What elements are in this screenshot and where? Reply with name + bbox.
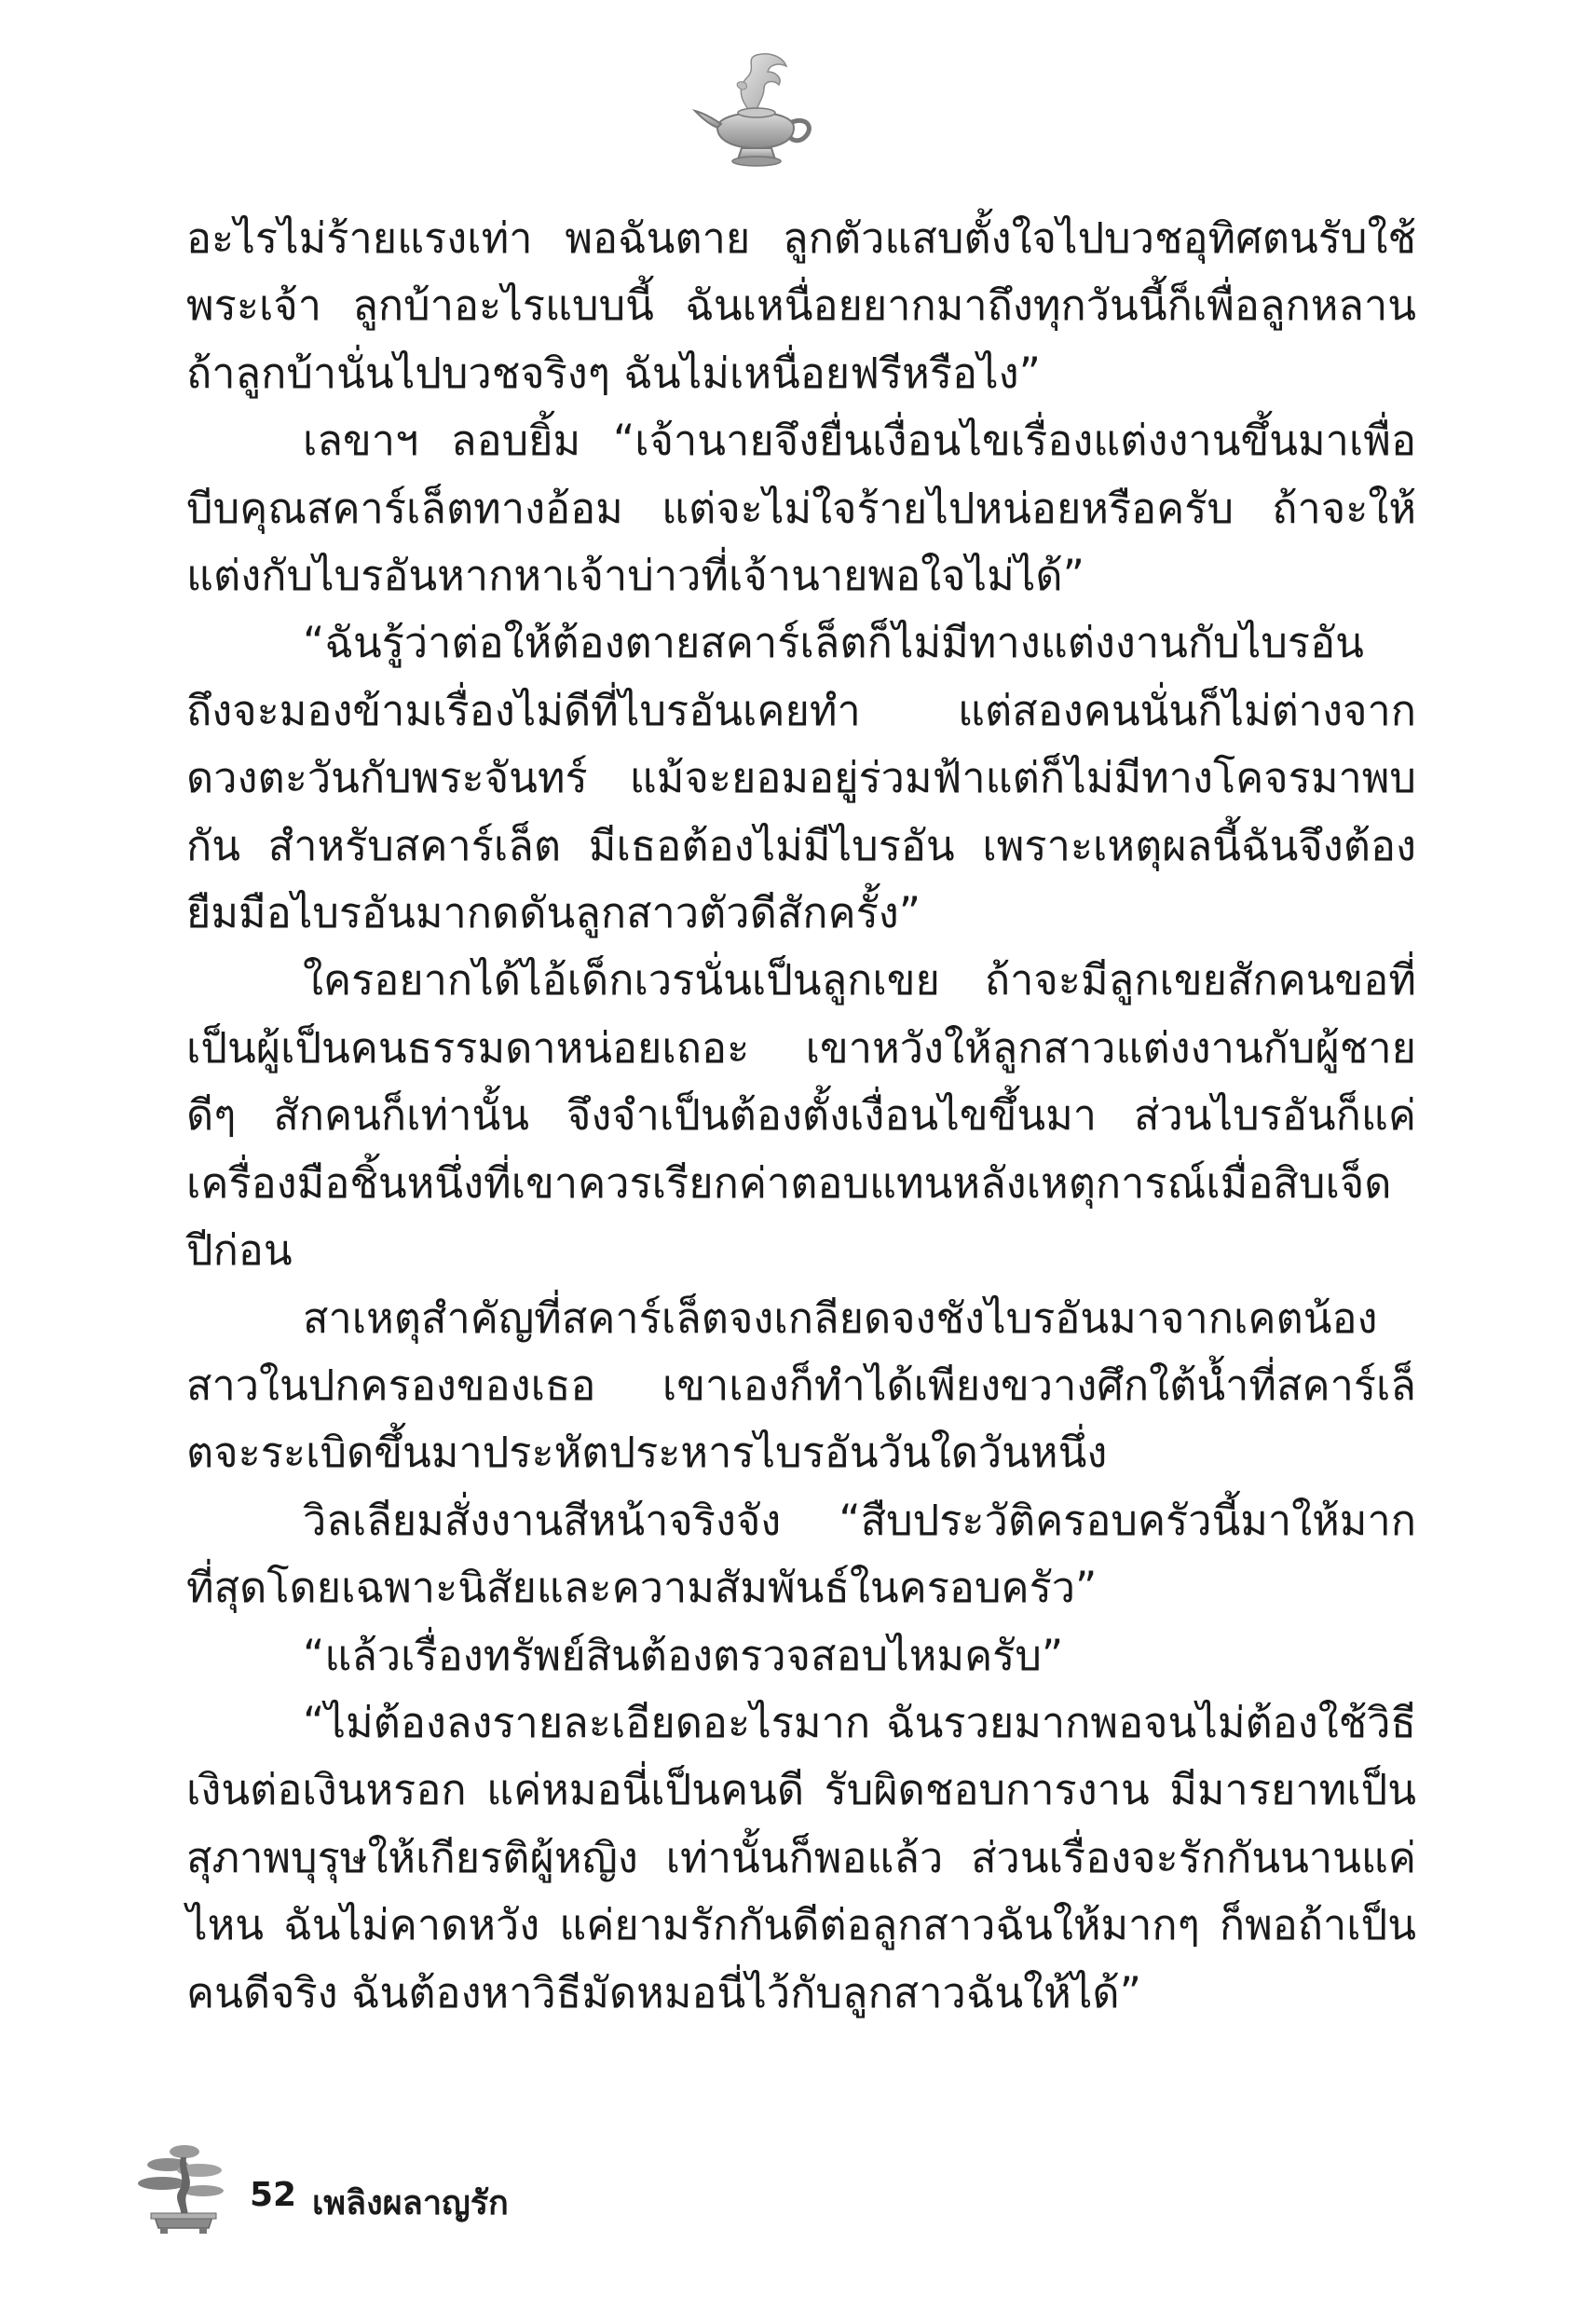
book-title: เพลิงผลาญรัก [312,2184,509,2222]
paragraph: “แล้วเรื่องทรัพย์สินต้องตรวจสอบไหมครับ” [303,1630,1064,1680]
paragraph: “ฉันรู้ว่าต่อให้ต้องตายสคาร์เล็ตก็ไม่มีทางแต่งงานกับไบรอัน ถึงจะมองข้ามเรื่องไม่ดีที่ไบรอันเคยทำ แต่สองคนนั่นก็ไม่ต่างจากดวงตะวันกับพระจันทร์ แม้จะยอมอยู่ร่วมฟ้าแต่ก็ไม่มีทางโคจรมาพบกัน สำหรับสคาร์เล็ต มีเธอต้องไม่มีไบรอัน เพราะเหตุผลนี้ฉันจึงต้องยืมมือไบรอันมากดดันลูกสาวตัวดีสักครั้ง” [186,618,1416,938]
body-text [186,205,1416,2027]
paragraph: สาเหตุสำคัญที่สคาร์เล็ตจงเกลียดจงชังไบรอันมาจากเคตน้องสาวในปกครองของเธอ เขาเองก็ทำได้เพียงขวางศึกใต้น้ำที่สคาร์เล็ตจะระเบิดขึ้นมาประหัตประหารไบรอันวันใดวันหนึ่ง [186,1292,1416,1478]
bonsai-tree-icon [130,2139,233,2241]
paragraph: เลขาฯ ลอบยิ้ม “เจ้านายจึงยื่นเงื่อนไขเรื่องแต่งงานขึ้นมาเพื่อบีบคุณสคาร์เล็ตทางอ้อม แต่จะไม่ใจร้ายไปหน่อยหรือครับ ถ้าจะให้แต่งกับไบรอันหากหาเจ้าบ่าวที่เจ้านายพอใจไม่ได้” [186,416,1416,601]
paragraph: “ไม่ต้องลงรายละเอียดอะไรมาก ฉันรวยมากพอจนไม่ต้องใช้วิธีเงินต่อเงินหรอก แค่หมอนี่เป็นคนดี รับผิดชอบการงาน มีมารยาทเป็นสุภาพบุรุษให้เกียรติผู้หญิง เท่านั้นก็พอแล้ว ส่วนเรื่องจะรักกันนานแค่ไหน ฉันไม่คาดหวัง แค่ยามรักกันดีต่อลูกสาวฉันให้มากๆ ก็พอถ้าเป็นคนดีจริง ฉันต้องหาวิธีมัดหมอนี่ไว้กับลูกสาวฉันให้ได้” [186,1697,1416,2017]
paragraph: วิลเลียมสั่งงานสีหน้าจริงจัง “สืบประวัติครอบครัวนี้มาให้มากที่สุดโดยเฉพาะนิสัยและความสัมพันธ์ในครอบครัว” [186,1495,1416,1613]
page-footer [130,2139,783,2241]
page-number: 52 [250,2176,297,2214]
paragraph: ใครอยากได้ไอ้เด็กเวรนั่นเป็นลูกเขย ถ้าจะมีลูกเขยสักคนขอที่เป็นผู้เป็นคนธรรมดาหน่อยเถอะ เขาหวังให้ลูกสาวแต่งงานกับผู้ชายดีๆ สักคนก็เท่านั้น จึงจำเป็นต้องตั้งเงื่อนไขขึ้นมา ส่วนไบรอันก็แค่เครื่องมือชิ้นหนึ่งที่เขาควรเรียกค่าตอบแทนหลังเหตุการณ์เมื่อสิบเจ็ดปีก่อน [186,955,1416,1276]
paragraph: อะไรไม่ร้ายแรงเท่า พอฉันตาย ลูกตัวแสบตั้งใจไปบวชอุทิศตนรับใช้พระเจ้า ลูกบ้าอะไรแบบนี้ ฉันเหนื่อยยากมาถึงทุกวันนี้ก็เพื่อลูกหลาน ถ้าลูกบ้านั่นไปบวชจริงๆ ฉันไม่เหนื่อยฟรีหรือไง” [186,213,1416,398]
genie-lamp-icon [689,51,820,172]
